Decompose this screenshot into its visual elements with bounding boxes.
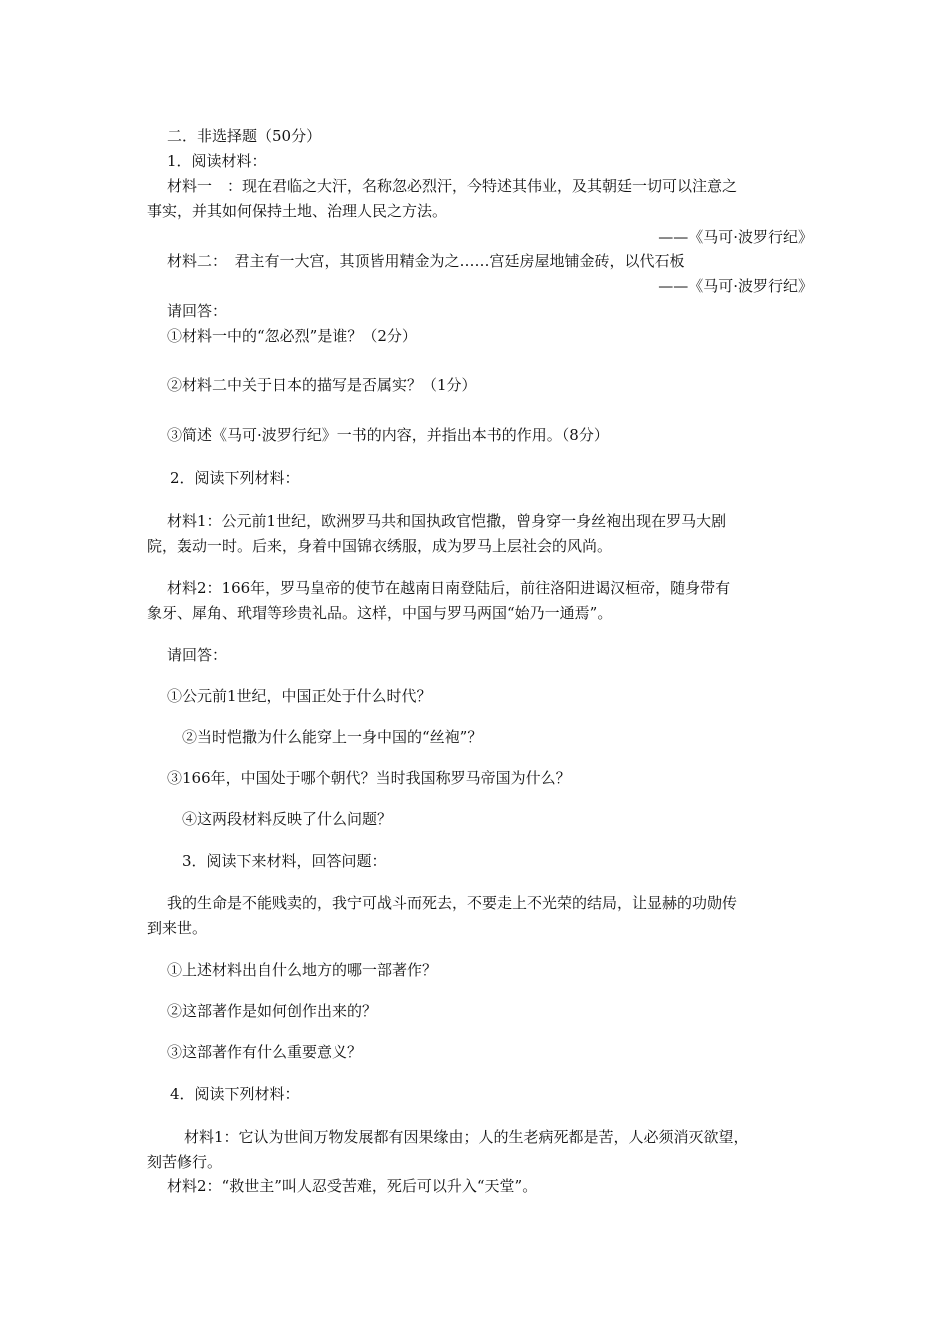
question-2-intro: 2．阅读下列材料： (170, 469, 300, 487)
q1-material-1-line-1: 材料一 ：现在君临之大汗，名称忽必烈汗，今特述其伟业，及其朝廷一切可以注意之 (167, 177, 738, 195)
q3-material-line-2: 到来世。 (147, 919, 208, 937)
q2-subquestion-1: ①公元前1世纪，中国正处于什么时代？ (167, 687, 432, 705)
q2-prompt: 请回答： (167, 646, 228, 664)
section-heading: 二．非选择题（50分） (167, 127, 322, 145)
q3-subquestion-1: ①上述材料出自什么地方的哪一部著作？ (167, 961, 438, 979)
q1-prompt: 请回答： (167, 302, 228, 320)
q3-subquestion-3: ③这部著作有什么重要意义？ (167, 1043, 363, 1061)
q1-material-1-line-2: 事实，并其如何保持土地、治理人民之方法。 (147, 202, 448, 220)
q2-material-2-line-1: 材料2：166年，罗马皇帝的使节在越南日南登陆后，前往洛阳进谒汉桓帝，随身带有 (167, 579, 731, 597)
q2-subquestion-3: ③166年，中国处于哪个朝代？当时我国称罗马帝国为什么？ (167, 769, 571, 787)
q2-material-1-line-2: 院，轰动一时。后来，身着中国锦衣绣服，成为罗马上层社会的风尚。 (147, 537, 613, 555)
question-3-intro: 3．阅读下来材料，回答问题： (182, 852, 387, 870)
question-1-intro: 1．阅读材料： (167, 152, 267, 170)
q2-subquestion-4: ④这两段材料反映了什么问题？ (182, 810, 393, 828)
q2-material-1-line-1: 材料1：公元前1世纪，欧洲罗马共和国执政官恺撒，曾身穿一身丝袍出现在罗马大剧 (167, 512, 727, 530)
q1-material-1-source: ——《马可·波罗行纪》 (658, 228, 813, 246)
q1-material-2-source: ——《马可·波罗行纪》 (658, 277, 813, 295)
q1-subquestion-2: ②材料二中关于日本的描写是否属实？（1分） (167, 376, 477, 394)
q3-material-line-1: 我的生命是不能贱卖的，我宁可战斗而死去，不要走上不光荣的结局，让显赫的功勋传 (167, 894, 738, 912)
question-4-intro: 4．阅读下列材料： (170, 1085, 300, 1103)
q1-subquestion-1: ①材料一中的“忽必烈”是谁？（2分） (167, 327, 417, 345)
q4-material-2: 材料2：“救世主”叫人忍受苦难，死后可以升入“天堂”。 (167, 1177, 538, 1195)
q2-subquestion-2: ②当时恺撒为什么能穿上一身中国的“丝袍”？ (182, 728, 483, 746)
q3-subquestion-2: ②这部著作是如何创作出来的？ (167, 1002, 378, 1020)
q1-material-2: 材料二： 君主有一大宫，其顶皆用精金为之……宫廷房屋地铺金砖，以代石板 (167, 252, 685, 270)
q4-material-1-line-2: 刻苦修行。 (147, 1153, 223, 1171)
q4-material-1-line-1: 材料1：它认为世间万物发展都有因果缘由；人的生老病死都是苦，人必须消灭欲望， (184, 1128, 749, 1146)
q2-material-2-line-2: 象牙、犀角、玳瑁等珍贵礼品。这样，中国与罗马两国“始乃一通焉”。 (147, 604, 613, 622)
q1-subquestion-3: ③简述《马可·波罗行纪》一书的内容，并指出本书的作用。（8分） (167, 426, 609, 444)
